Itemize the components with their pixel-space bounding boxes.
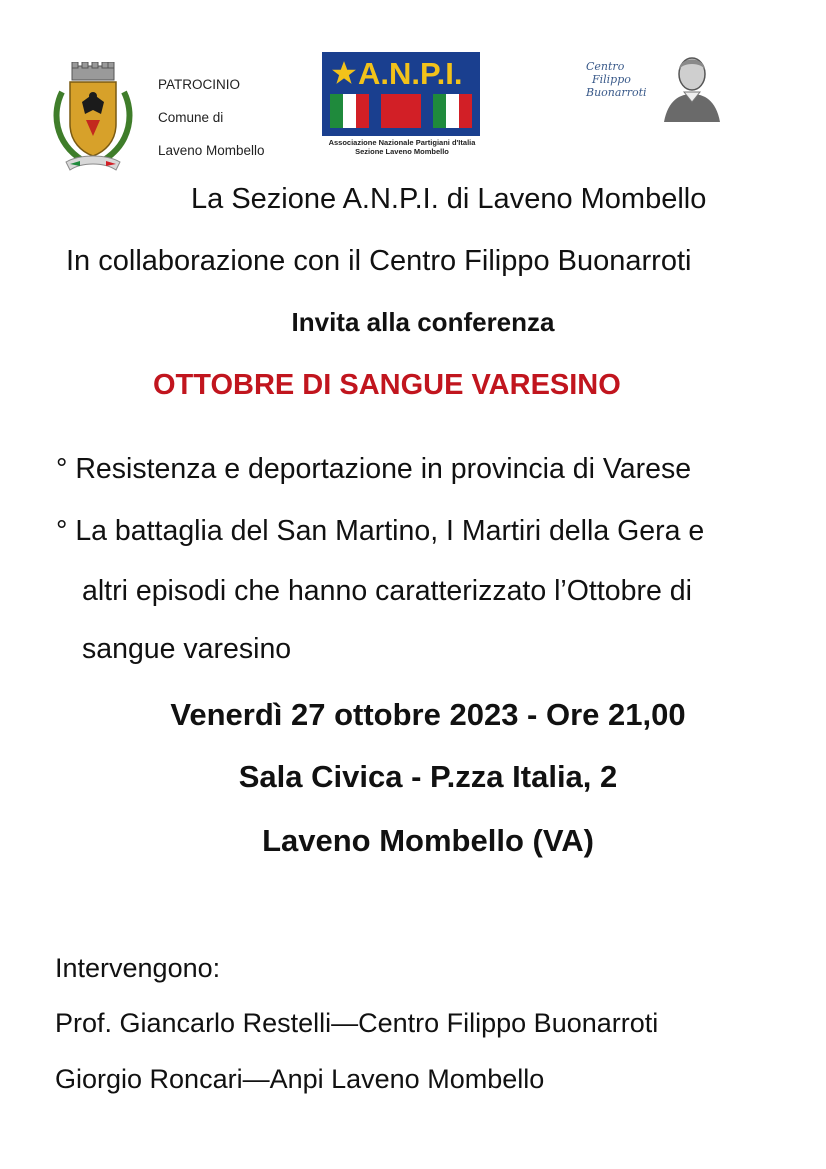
event-city: Laveno Mombello (VA) xyxy=(262,823,594,858)
topic-item-continuation: altri episodi che hanno caratterizzato l’Ottobre di xyxy=(82,575,692,607)
patrocinio-block xyxy=(158,68,265,167)
topic-item-continuation: sangue varesino xyxy=(82,633,292,665)
topic-item: ° Resistenza e deportazione in provincia di Varese xyxy=(56,453,692,485)
anpi-subtitle-line1: Associazione Nazionale Partigiani d'Italia xyxy=(328,138,476,147)
coat-of-arms-icon xyxy=(52,62,134,174)
intro-line-invito: Invita alla conferenza xyxy=(291,307,555,337)
buonarroti-word: Buonarroti xyxy=(586,86,647,99)
anpi-subtitle-line2: Sezione Laveno Mombello xyxy=(355,147,449,156)
intro-line-sezione: La Sezione A.N.P.I. di Laveno Mombello xyxy=(191,183,707,215)
event-venue: Sala Civica - P.zza Italia, 2 xyxy=(238,759,618,794)
anpi-logo-title: A.N.P.I. xyxy=(358,56,463,91)
speaker-item: Giorgio Roncari—Anpi Laveno Mombello xyxy=(55,1064,545,1094)
centro-word: Centro xyxy=(586,60,625,73)
patrocinio-comune: Comune di xyxy=(158,110,224,125)
star-icon xyxy=(331,60,357,86)
tricolore-flags xyxy=(330,94,472,128)
speakers-heading: Intervengono: xyxy=(55,953,221,983)
centro-buonarroti-logo-text xyxy=(586,60,647,99)
anpi-logo-subtitle xyxy=(314,138,490,156)
filippo-word: Filippo xyxy=(592,73,631,86)
topic-item: ° La battaglia del San Martino, I Martiri della Gera e xyxy=(56,515,705,547)
anpi-logo-panel xyxy=(322,52,480,136)
intro-line-collaborazione: In collaborazione con il Centro Filippo Buonarroti xyxy=(66,245,692,277)
patrocinio-label: PATROCINIO xyxy=(158,77,241,92)
speaker-item: Prof. Giancarlo Restelli—Centro Filippo Buonarroti xyxy=(55,1008,659,1038)
buonarroti-portrait-icon xyxy=(660,50,724,122)
patrocinio-town: Laveno Mombello xyxy=(158,143,265,158)
event-date: Venerdì 27 ottobre 2023 - Ore 21,00 xyxy=(170,697,686,732)
conference-title: OTTOBRE DI SANGUE VARESINO xyxy=(153,369,621,401)
